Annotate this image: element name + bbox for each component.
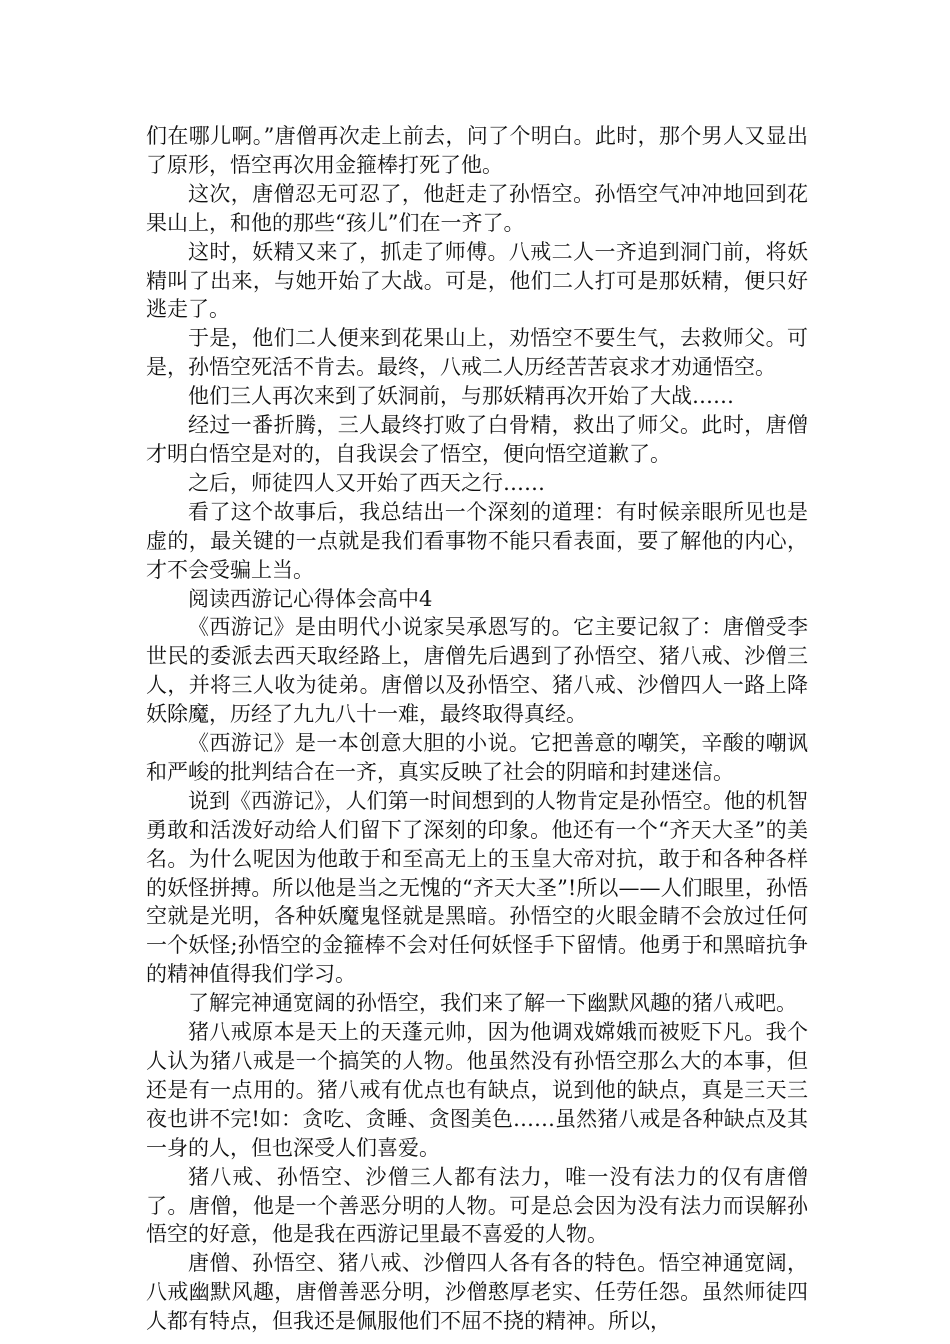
paragraph: 这时，妖精又来了，抓走了师傅。八戒二人一齐追到洞门前，将妖精叫了出来，与她开始了大战。可是，他们二人打可是那妖精，便只好逃走了。 <box>146 239 808 322</box>
paragraph: 《西游记》是由明代小说家吴承恩写的。它主要记叙了：唐僧受李世民的委派去西天取经路上，唐僧先后遇到了孙悟空、猪八戒、沙僧三人，并将三人收为徒弟。唐僧以及孙悟空、猪八戒、沙僧四人一路上降妖除魔，历经了九九八十一难，最终取得真经。 <box>146 615 808 727</box>
paragraph: 猪八戒、孙悟空、沙僧三人都有法力，唯一没有法力的仅有唐僧了。唐僧，他是一个善恶分明的人物。可是总会因为没有法力而误解孙悟空的好意，他是我在西游记里最不喜爱的人物。 <box>146 1164 808 1247</box>
paragraph: 《西游记》是一本创意大胆的小说。它把善意的嘲笑，辛酸的嘲讽和严峻的批判结合在一齐，真实反映了社会的阴暗和封建迷信。 <box>146 731 808 784</box>
paragraph: 了解完神通宽阔的孙悟空，我们来了解一下幽默风趣的猪八戒吧。 <box>188 991 797 1016</box>
paragraph: 经过一番折腾，三人最终打败了白骨精，救出了师父。此时，唐僧才明白悟空是对的，自我误会了悟空，便向悟空道歉了。 <box>146 413 808 466</box>
paragraph: 唐僧、孙悟空、猪八戒、沙僧四人各有各的特色。悟空神通宽阔，八戒幽默风趣，唐僧善恶分明，沙僧憨厚老实、任劳任怨。虽然师徒四人都有特点，但我还是佩服他们不屈不挠的精神。所以， <box>146 1251 808 1334</box>
paragraph: 说到《西游记》，人们第一时间想到的人物肯定是孙悟空。他的机智勇敢和活泼好动给人们留下了深刻的印象。他还有一个“齐天大圣”的美名。为什么呢因为他敢于和至高无上的玉皇大帝对抗，敢于和各种各样的妖怪拼搏。所以他是当之无愧的“齐天大圣”!所以——人们眼里，孙悟空就是光明，各种妖魔鬼怪就是黑暗。孙悟空的火眼金睛不会放过任何一个妖怪;孙悟空的金箍棒不会对任何妖怪手下留情。他勇于和黑暗抗争的精神值得我们学习。 <box>146 788 808 987</box>
paragraph: 猪八戒原本是天上的天蓬元帅，因为他调戏嫦娥而被贬下凡。我个人认为猪八戒是一个搞笑的人物。他虽然没有孙悟空那么大的本事，但还是有一点用的。猪八戒有优点也有缺点，说到他的缺点，真是三天三夜也讲不完!如：贪吃、贪睡、贪图美色……虽然猪八戒是各种缺点及其一身的人，但也深受人们喜爱。 <box>146 1020 808 1160</box>
paragraph: 这次，唐僧忍无可忍了，他赶走了孙悟空。孙悟空气冲冲地回到花果山上，和他的那些“孩儿”们在一齐了。 <box>146 181 808 235</box>
document-body <box>146 122 808 1336</box>
paragraph-continuation: 们在哪儿啊。”唐僧再次走上前去，问了个明白。此时，那个男人又显出了原形，悟空再次用金箍棒打死了他。 <box>146 124 808 177</box>
paragraph: 看了这个故事后，我总结出一个深刻的道理：有时候亲眼所见也是虚的，最关键的一点就是我们看事物不能只看表面，要了解他的内心，才不会受骗上当。 <box>146 499 808 582</box>
section-heading: 阅读西游记心得体会高中4 <box>188 586 433 611</box>
paragraph: 于是，他们二人便来到花果山上，劝悟空不要生气，去救师父。可是，孙悟空死活不肯去。最终，八戒二人历经苦苦哀求才劝通悟空。 <box>146 326 808 380</box>
paragraph: 之后，师徒四人又开始了西天之行…… <box>188 470 545 495</box>
paragraph: 他们三人再次来到了妖洞前，与那妖精再次开始了大战…… <box>188 384 734 409</box>
